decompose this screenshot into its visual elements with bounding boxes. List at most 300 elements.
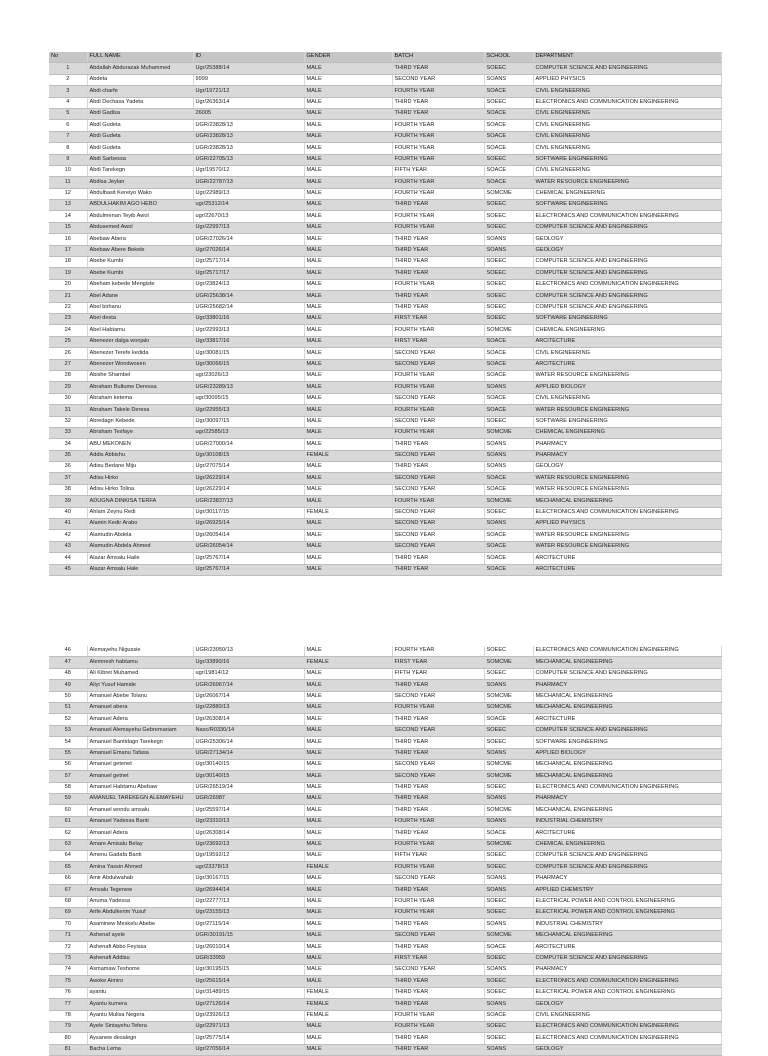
cell-batch: THIRD YEAR (392, 737, 484, 748)
header-id: ID (193, 52, 304, 63)
cell-id: Ugr/26925/14 (193, 519, 304, 530)
cell-full-name: Amir Abdulwahab (87, 873, 193, 884)
cell-department: SOFTWARE ENGINEERING (533, 737, 721, 748)
cell-full-name: Amanuel Emanu Tafasa (87, 748, 193, 759)
cell-department: ELECTRICAL POWER AND CONTROL ENGINEERING (533, 907, 721, 918)
table-row (49, 313, 721, 324)
cell-no: 34 (49, 439, 87, 450)
cell-full-name: Alamudin Abdela Ahmed (87, 541, 193, 552)
cell-department: ELECTRONICS AND COMMUNICATION ENGINEERING (533, 646, 721, 657)
cell-gender: MALE (304, 953, 392, 964)
cell-no: 63 (49, 839, 87, 850)
cell-no: 20 (49, 279, 87, 290)
cell-gender: MALE (304, 382, 392, 393)
cell-id: ugr/23026/13 (193, 370, 304, 381)
cell-id: Ugr/27126/14 (193, 999, 304, 1010)
cell-no: 54 (49, 737, 87, 748)
cell-id: Ugr/25597/14 (193, 805, 304, 816)
cell-id: Ugr/30108/15 (193, 450, 304, 461)
cell-full-name: Alamudin Abdela (87, 530, 193, 541)
cell-full-name: Amanuel abera (87, 702, 193, 713)
cell-id: UGR/23828/13 (193, 143, 304, 154)
cell-id: Ugr/26308/14 (193, 828, 304, 839)
cell-department: SOFTWARE ENGINEERING (533, 154, 721, 165)
table-row (49, 851, 721, 862)
cell-id: Ugr/25767/14 (193, 564, 304, 575)
cell-school: SOEEC (484, 896, 533, 907)
cell-id: Ugr/26944/14 (193, 885, 304, 896)
table-row (49, 519, 721, 530)
cell-department: GEOLOGY (533, 234, 721, 245)
cell-full-name: Ali Kibret Muhamed (87, 668, 193, 679)
cell-id: Ugr/19592/12 (193, 851, 304, 862)
cell-department: ELECTRONICS AND COMMUNICATION ENGINEERING (533, 782, 721, 793)
cell-full-name: Abel birhanu (87, 302, 193, 313)
cell-school: SOANS (484, 234, 533, 245)
cell-batch: FOURTH YEAR (392, 1021, 484, 1032)
cell-no: 38 (49, 484, 87, 495)
table-row (49, 268, 721, 279)
cell-department: CIVIL ENGINEERING (533, 120, 721, 131)
cell-school: SOMCME (484, 427, 533, 438)
cell-full-name: Adisu Hirko (87, 473, 193, 484)
cell-school: SOEEC (484, 737, 533, 748)
cell-full-name: Ayele Sintayehu Tefera (87, 1021, 193, 1032)
cell-id: Ugr/25775/14 (193, 1033, 304, 1044)
cell-gender: MALE (304, 885, 392, 896)
cell-no: 57 (49, 771, 87, 782)
cell-department: ARCITECTURE (533, 828, 721, 839)
cell-full-name: Alamin Kedir Arabo (87, 519, 193, 530)
cell-department: PHARMACY (533, 450, 721, 461)
table-row (49, 74, 721, 85)
table-row (49, 976, 721, 987)
cell-department: CIVIL ENGINEERING (533, 131, 721, 142)
cell-no: 41 (49, 519, 87, 530)
cell-school: SOACE (484, 1010, 533, 1021)
cell-batch: THIRD YEAR (392, 885, 484, 896)
table-row (49, 382, 721, 393)
cell-gender: MALE (304, 416, 392, 427)
cell-no: 59 (49, 794, 87, 805)
cell-batch: FIRST YEAR (392, 953, 484, 964)
cell-id: Ugr/23824/13 (193, 279, 304, 290)
cell-gender: MALE (304, 919, 392, 930)
cell-department: COMPUTER SCIENCE AND ENGINEERING (533, 302, 721, 313)
cell-gender: MALE (304, 805, 392, 816)
cell-no: 65 (49, 862, 87, 873)
cell-school: SOANS (484, 885, 533, 896)
cell-no: 12 (49, 188, 87, 199)
table-row (49, 245, 721, 256)
cell-no: 19 (49, 268, 87, 279)
cell-id: 9999 (193, 74, 304, 85)
cell-school: SOANS (484, 245, 533, 256)
cell-school: SOEEC (484, 211, 533, 222)
cell-no: 11 (49, 177, 87, 188)
cell-school: SOANS (484, 680, 533, 691)
cell-id: ugr/22585/13 (193, 427, 304, 438)
cell-school: SOEEC (484, 507, 533, 518)
cell-gender: MALE (304, 737, 392, 748)
cell-id: Ugr/27075/14 (193, 462, 304, 473)
cell-no: 15 (49, 222, 87, 233)
cell-no: 36 (49, 462, 87, 473)
cell-full-name: Addis Abbishu (87, 450, 193, 461)
cell-no: 78 (49, 1010, 87, 1021)
cell-id: Ugr/26067/14 (193, 691, 304, 702)
cell-department: GEOLOGY (533, 999, 721, 1010)
cell-school: SOACE (484, 86, 533, 97)
cell-no: 71 (49, 930, 87, 941)
table-row (49, 759, 721, 770)
cell-full-name: Alemayehu Nigussie (87, 646, 193, 657)
cell-school: SOMCME (484, 188, 533, 199)
cell-department: COMPUTER SCIENCE AND ENGINEERING (533, 668, 721, 679)
cell-no: 5 (49, 108, 87, 119)
cell-full-name: AMANUEL TAREKEGN ALEMAYEHU (87, 794, 193, 805)
cell-full-name: Arife Abdulkerim Yusuf (87, 907, 193, 918)
table-row (49, 257, 721, 268)
cell-batch: THIRD YEAR (392, 987, 484, 998)
header-batch: BATCH (392, 52, 484, 63)
cell-batch: FOURTH YEAR (392, 86, 484, 97)
cell-id: Ugr/25717/14 (193, 257, 304, 268)
header-row (49, 52, 721, 63)
table-row (49, 953, 721, 964)
cell-no: 69 (49, 907, 87, 918)
cell-full-name: Abdi Dechasa Yadeta (87, 97, 193, 108)
cell-department: APPLIED PHYSICS (533, 74, 721, 85)
table-row (49, 530, 721, 541)
cell-batch: SECOND YEAR (392, 519, 484, 530)
cell-department: APPLIED PHYSICS (533, 519, 721, 530)
cell-batch: FIFTH YEAR (392, 668, 484, 679)
cell-department: ELECTRONICS AND COMMUNICATION ENGINEERING (533, 976, 721, 987)
cell-no: 35 (49, 450, 87, 461)
cell-no: 18 (49, 257, 87, 268)
cell-no: 9 (49, 154, 87, 165)
cell-id: Ugr/25717/17 (193, 268, 304, 279)
cell-id: Ugr/22777/13 (193, 896, 304, 907)
cell-no: 2 (49, 74, 87, 85)
cell-school: SOACE (484, 541, 533, 552)
cell-department: WATER RESOURCE ENGINEERING (533, 530, 721, 541)
cell-full-name: Awoke Aimiro (87, 976, 193, 987)
cell-id: UGR/26519/14 (193, 782, 304, 793)
cell-gender: MALE (304, 165, 392, 176)
cell-school: SOACE (484, 120, 533, 131)
cell-id: UGR/27026/14 (193, 234, 304, 245)
cell-gender: MALE (304, 336, 392, 347)
cell-full-name: Abenezer Terefe kedida (87, 348, 193, 359)
cell-id: Ugr/27056/14 (193, 1044, 304, 1055)
cell-full-name: Aysanew desalegn (87, 1033, 193, 1044)
cell-department: PHARMACY (533, 794, 721, 805)
cell-no: 60 (49, 805, 87, 816)
cell-full-name: Abebe Kumbi (87, 268, 193, 279)
cell-id: Ugr/30081/15 (193, 348, 304, 359)
cell-full-name: Abdi Gadisa (87, 108, 193, 119)
cell-school: SOEEC (484, 257, 533, 268)
cell-no: 44 (49, 553, 87, 564)
cell-id: Ugr/30117/15 (193, 507, 304, 518)
cell-full-name: Abenezer dalga wonjalo (87, 336, 193, 347)
cell-no: 37 (49, 473, 87, 484)
cell-full-name: Abdisa Jeylan (87, 177, 193, 188)
cell-gender: MALE (304, 691, 392, 702)
table-row (49, 188, 721, 199)
cell-full-name: Amanuel Alemayehu Gebremariam (87, 725, 193, 736)
cell-school: SOANS (484, 382, 533, 393)
cell-no: 68 (49, 896, 87, 907)
cell-no: 23 (49, 313, 87, 324)
cell-department: PHARMACY (533, 439, 721, 450)
cell-department: MECHANICAL ENGINEERING (533, 657, 721, 668)
cell-gender: MALE (304, 177, 392, 188)
cell-no: 6 (49, 120, 87, 131)
cell-id: Ugr/26229/14 (193, 484, 304, 495)
cell-batch: THIRD YEAR (392, 439, 484, 450)
cell-id: UGR/22705/13 (193, 154, 304, 165)
cell-id: Ugr/30097/15 (193, 416, 304, 427)
cell-full-name: Abebaw Abere Bekele (87, 245, 193, 256)
cell-full-name: Amina Yassin Ahmed (87, 862, 193, 873)
cell-no: 16 (49, 234, 87, 245)
cell-gender: MALE (304, 279, 392, 290)
cell-department: ARCITECTURE (533, 564, 721, 575)
cell-full-name: Alemnesh habtamu (87, 657, 193, 668)
cell-department: PHARMACY (533, 873, 721, 884)
cell-department: APPLIED BIOLOGY (533, 382, 721, 393)
cell-school: SOANS (484, 450, 533, 461)
header-school: SCHOOL (484, 52, 533, 63)
cell-school: SOACE (484, 336, 533, 347)
cell-gender: MALE (304, 234, 392, 245)
cell-school: SOEEC (484, 668, 533, 679)
cell-batch: FOURTH YEAR (392, 325, 484, 336)
cell-department: CHEMICAL ENGINEERING (533, 427, 721, 438)
table-row (49, 234, 721, 245)
table-row (49, 97, 721, 108)
cell-no: 29 (49, 382, 87, 393)
cell-school: SOEEC (484, 302, 533, 313)
table-row (49, 359, 721, 370)
cell-full-name: Abdi Tarekegn (87, 165, 193, 176)
cell-gender: MALE (304, 1021, 392, 1032)
cell-gender: MALE (304, 530, 392, 541)
cell-no: 17 (49, 245, 87, 256)
cell-department: WATER RESOURCE ENGINEERING (533, 177, 721, 188)
cell-department: CIVIL ENGINEERING (533, 86, 721, 97)
cell-school: SOMCME (484, 325, 533, 336)
cell-no: 79 (49, 1021, 87, 1032)
cell-department: CIVIL ENGINEERING (533, 143, 721, 154)
table-row (49, 1033, 721, 1044)
cell-school: SOANS (484, 999, 533, 1010)
cell-gender: MALE (304, 313, 392, 324)
table-row (49, 828, 721, 839)
table-row (49, 1010, 721, 1021)
cell-department: CIVIL ENGINEERING (533, 165, 721, 176)
cell-batch: THIRD YEAR (392, 245, 484, 256)
cell-gender: MALE (304, 200, 392, 211)
cell-full-name: Abdi Sarbessa (87, 154, 193, 165)
cell-school: SOANS (484, 519, 533, 530)
table-row (49, 473, 721, 484)
table-row (49, 725, 721, 736)
cell-batch: FOURTH YEAR (392, 177, 484, 188)
cell-gender: MALE (304, 393, 392, 404)
cell-school: SOMCME (484, 805, 533, 816)
cell-batch: FOURTH YEAR (392, 896, 484, 907)
cell-no: 66 (49, 873, 87, 884)
cell-department: CHEMICAL ENGINEERING (533, 325, 721, 336)
cell-gender: MALE (304, 1044, 392, 1055)
cell-no: 27 (49, 359, 87, 370)
cell-department: MECHANICAL ENGINEERING (533, 930, 721, 941)
cell-gender: MALE (304, 291, 392, 302)
cell-gender: MALE (304, 359, 392, 370)
cell-school: SOMCME (484, 771, 533, 782)
cell-batch: FOURTH YEAR (392, 646, 484, 657)
table-row (49, 200, 721, 211)
cell-id: UGR/23837/13 (193, 496, 304, 507)
cell-batch: SECOND YEAR (392, 530, 484, 541)
cell-department: ELECTRICAL POWER AND CONTROL ENGINEERING (533, 896, 721, 907)
cell-gender: MALE (304, 907, 392, 918)
cell-batch: THIRD YEAR (392, 976, 484, 987)
cell-id: Ugr/25388/14 (193, 63, 304, 74)
cell-school: SOACE (484, 108, 533, 119)
cell-department: SOFTWARE ENGINEERING (533, 200, 721, 211)
cell-batch: THIRD YEAR (392, 302, 484, 313)
cell-gender: MALE (304, 759, 392, 770)
table-row (49, 427, 721, 438)
table-row (49, 348, 721, 359)
cell-gender: MALE (304, 86, 392, 97)
cell-department: MECHANICAL ENGINEERING (533, 771, 721, 782)
cell-department: ELECTRICAL POWER AND CONTROL ENGINEERING (533, 987, 721, 998)
cell-full-name: Amanuel Adera (87, 714, 193, 725)
table-row (49, 143, 721, 154)
table-row (49, 839, 721, 850)
cell-gender: MALE (304, 828, 392, 839)
cell-no: 67 (49, 885, 87, 896)
cell-school: SOANS (484, 816, 533, 827)
cell-id: Ugr/23926/13 (193, 1010, 304, 1021)
cell-no: 14 (49, 211, 87, 222)
cell-school: SOANS (484, 1044, 533, 1055)
cell-full-name: Abdulbasit Kereiyo Wako (87, 188, 193, 199)
cell-school: SOMCME (484, 496, 533, 507)
cell-department: GEOLOGY (533, 1044, 721, 1055)
cell-id: UGR/26054/14 (193, 541, 304, 552)
cell-full-name: Ashenaf ayele (87, 930, 193, 941)
cell-batch: FOURTH YEAR (392, 370, 484, 381)
cell-batch: THIRD YEAR (392, 942, 484, 953)
cell-no: 74 (49, 964, 87, 975)
cell-batch: THIRD YEAR (392, 234, 484, 245)
cell-no: 48 (49, 668, 87, 679)
cell-batch: THIRD YEAR (392, 564, 484, 575)
cell-full-name: Abebe Kumbi (87, 257, 193, 268)
table-row (49, 771, 721, 782)
cell-department: COMPUTER SCIENCE AND ENGINEERING (533, 291, 721, 302)
cell-school: SOACE (484, 165, 533, 176)
cell-id: ugr/22670/13 (193, 211, 304, 222)
cell-batch: THIRD YEAR (392, 794, 484, 805)
cell-no: 1 (49, 63, 87, 74)
cell-gender: MALE (304, 816, 392, 827)
cell-school: SOANS (484, 748, 533, 759)
cell-batch: SECOND YEAR (392, 484, 484, 495)
table-row (49, 646, 721, 657)
cell-gender: MALE (304, 942, 392, 953)
cell-batch: SECOND YEAR (392, 74, 484, 85)
cell-gender: MALE (304, 839, 392, 850)
header-gender: GENDER (304, 52, 392, 63)
cell-department: ARCITECTURE (533, 942, 721, 953)
cell-school: SOACE (484, 828, 533, 839)
cell-id: UGR/23289/13 (193, 382, 304, 393)
cell-id: UGR/27134/14 (193, 748, 304, 759)
cell-department: APPLIED CHEMISTRY (533, 885, 721, 896)
table-row (49, 942, 721, 953)
cell-gender: MALE (304, 211, 392, 222)
cell-gender: FEMALE (304, 999, 392, 1010)
cell-id: Ugr/22993/13 (193, 325, 304, 336)
table-row (49, 86, 721, 97)
table-row (49, 416, 721, 427)
cell-gender: MALE (304, 439, 392, 450)
cell-gender: MALE (304, 896, 392, 907)
cell-batch: SECOND YEAR (392, 359, 484, 370)
table-row (49, 816, 721, 827)
cell-gender: MALE (304, 680, 392, 691)
cell-gender: MALE (304, 370, 392, 381)
cell-batch: SECOND YEAR (392, 348, 484, 359)
cell-no: 13 (49, 200, 87, 211)
cell-batch: SECOND YEAR (392, 416, 484, 427)
cell-department: CIVIL ENGINEERING (533, 1010, 721, 1021)
cell-school: SOACE (484, 564, 533, 575)
cell-school: SOEEC (484, 97, 533, 108)
cell-id: Ugr/30167/15 (193, 873, 304, 884)
cell-school: SOACE (484, 143, 533, 154)
cell-full-name: Amanuel Adera (87, 828, 193, 839)
cell-department: PHARMACY (533, 680, 721, 691)
cell-department: INDUSTRIAL CHEMISTRY (533, 919, 721, 930)
cell-full-name: Abdeta (87, 74, 193, 85)
cell-batch: FIRST YEAR (392, 657, 484, 668)
cell-no: 77 (49, 999, 87, 1010)
cell-school: SOACE (484, 484, 533, 495)
cell-gender: MALE (304, 302, 392, 313)
cell-batch: FOURTH YEAR (392, 143, 484, 154)
cell-school: SOEEC (484, 862, 533, 873)
cell-gender: MALE (304, 257, 392, 268)
cell-school: SOEEC (484, 976, 533, 987)
cell-batch: FOURTH YEAR (392, 702, 484, 713)
cell-gender: MALE (304, 74, 392, 85)
cell-full-name: Amanuel Yadessa Banti (87, 816, 193, 827)
cell-school: SOANS (484, 74, 533, 85)
header-department: DEPARTMENT (533, 52, 721, 63)
cell-full-name: Ashenafi Addisu (87, 953, 193, 964)
table-row (49, 964, 721, 975)
cell-batch: SECOND YEAR (392, 964, 484, 975)
